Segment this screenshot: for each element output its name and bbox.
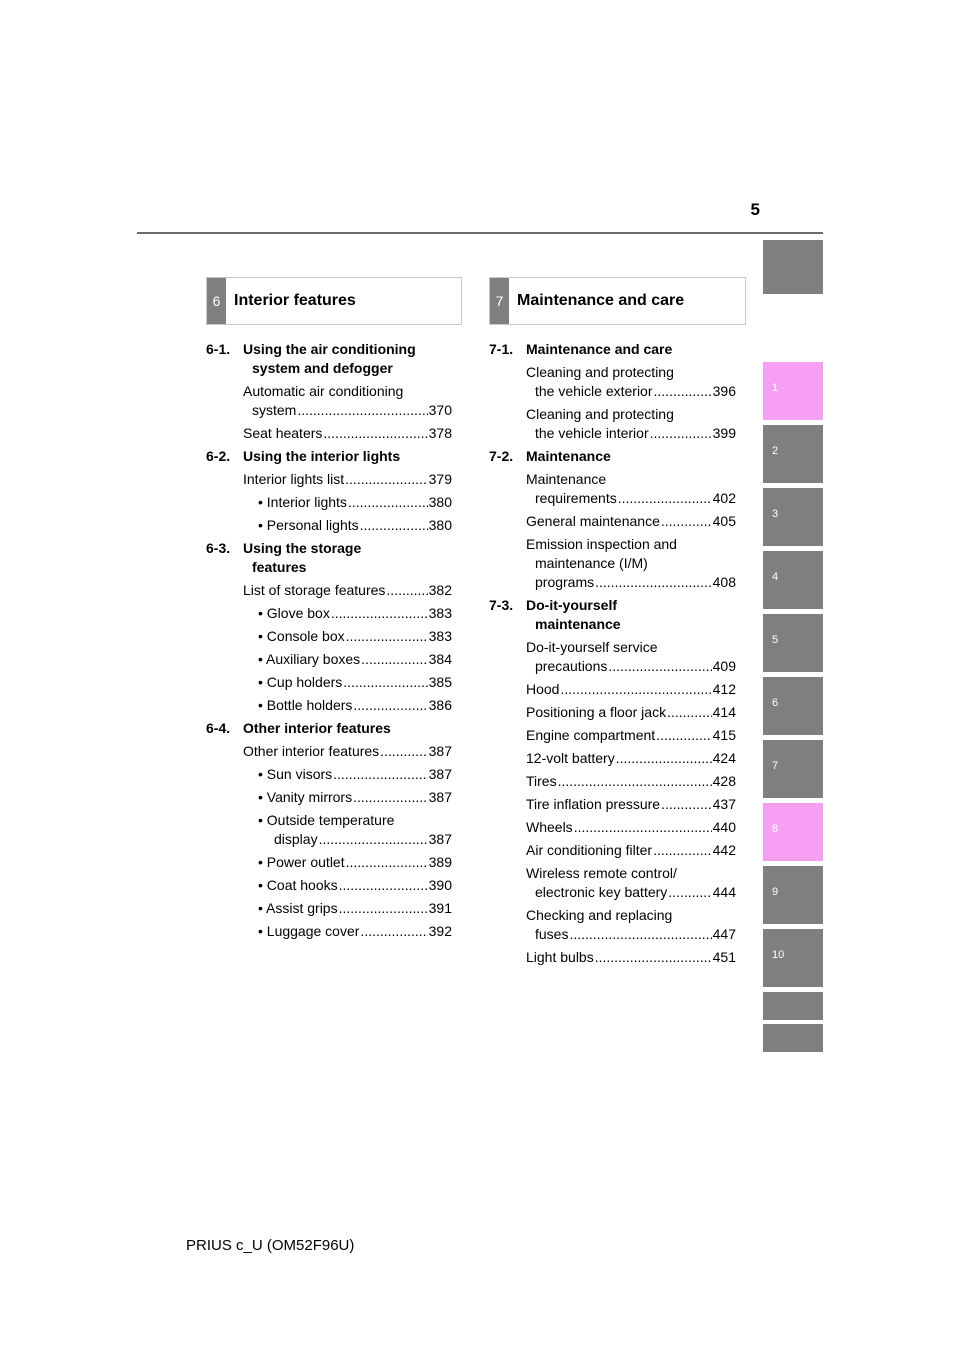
dot-leader bbox=[360, 922, 427, 941]
toc-entry-text: • Luggage cover bbox=[258, 923, 360, 939]
dot-leader bbox=[608, 657, 711, 676]
chapter-title: Other interior features bbox=[243, 720, 391, 736]
page-number: 5 bbox=[750, 200, 760, 219]
toc-entry[interactable] bbox=[206, 922, 452, 941]
chapter-tab-blank[interactable] bbox=[763, 992, 823, 1020]
section-number-box: 6 bbox=[207, 278, 226, 324]
toc-entry[interactable] bbox=[489, 906, 736, 944]
toc-entry[interactable] bbox=[206, 853, 452, 872]
toc-entry[interactable] bbox=[206, 516, 452, 535]
toc-page-number: 409 bbox=[712, 658, 736, 674]
toc-entry[interactable] bbox=[206, 581, 452, 600]
chapter-title: Using the interior lights bbox=[243, 448, 401, 464]
dot-leader bbox=[667, 703, 712, 722]
toc-entry-text: Seat heaters bbox=[243, 425, 323, 441]
toc-entry-text: 12-volt battery bbox=[526, 750, 615, 766]
toc-entry-text: Cleaning and protecting bbox=[526, 406, 674, 422]
dot-leader bbox=[668, 883, 711, 902]
toc-entry-text: the vehicle exterior bbox=[535, 383, 653, 399]
chapter-tab-2[interactable]: 2 bbox=[763, 425, 823, 483]
toc-page-number: 382 bbox=[428, 582, 452, 598]
chapter-title-cont: maintenance bbox=[535, 616, 621, 632]
toc-page-number: 383 bbox=[428, 605, 452, 621]
chapter-title: Maintenance and care bbox=[526, 341, 673, 357]
toc-entry-text: display bbox=[274, 831, 318, 847]
section-header-maintenance bbox=[489, 277, 746, 325]
toc-entry-text: Checking and replacing bbox=[526, 907, 673, 923]
chapter-heading[interactable] bbox=[489, 447, 736, 466]
toc-page-number: 424 bbox=[712, 750, 736, 766]
toc-entry-text: Hood bbox=[526, 681, 560, 697]
toc-entry[interactable] bbox=[206, 742, 452, 761]
toc-entry[interactable] bbox=[206, 424, 452, 443]
dot-leader bbox=[650, 424, 712, 443]
toc-entry-text: Cleaning and protecting bbox=[526, 364, 674, 380]
toc-page-number: 384 bbox=[428, 651, 452, 667]
dot-leader bbox=[323, 424, 427, 443]
chapter-tab-blank[interactable] bbox=[763, 240, 823, 294]
dot-leader bbox=[656, 726, 711, 745]
toc-column-right bbox=[489, 340, 736, 971]
toc-entry-text: • Vanity mirrors bbox=[258, 789, 353, 805]
chapter-tab-5[interactable]: 5 bbox=[763, 614, 823, 672]
toc-page-number: 447 bbox=[712, 926, 736, 942]
toc-page-number: 412 bbox=[712, 681, 736, 697]
toc-entry-text: • Console box bbox=[258, 628, 345, 644]
chapter-number: 6-2. bbox=[206, 448, 231, 464]
toc-entry-text: Light bulbs bbox=[526, 949, 594, 965]
toc-page-number: 391 bbox=[428, 900, 452, 916]
toc-entry-text: General maintenance bbox=[526, 513, 660, 529]
toc-page-number: 396 bbox=[712, 383, 736, 399]
toc-entry-text: Interior lights list bbox=[243, 471, 345, 487]
chapter-tab-6[interactable]: 6 bbox=[763, 677, 823, 735]
chapter-heading[interactable] bbox=[206, 447, 452, 466]
toc-entry-text: Tires bbox=[526, 773, 557, 789]
toc-entry[interactable] bbox=[206, 788, 452, 807]
toc-entry[interactable] bbox=[489, 638, 736, 676]
toc-entry-text: Other interior features bbox=[243, 743, 380, 759]
toc-entry-text: the vehicle interior bbox=[535, 425, 649, 441]
toc-entry-text: List of storage features bbox=[243, 582, 386, 598]
toc-column-left bbox=[206, 340, 452, 945]
toc-entry[interactable] bbox=[489, 841, 736, 860]
toc-page-number: 390 bbox=[428, 877, 452, 893]
chapter-tab-8[interactable]: 8 bbox=[763, 803, 823, 861]
toc-entry[interactable] bbox=[489, 864, 736, 902]
toc-entry[interactable] bbox=[206, 765, 452, 784]
chapter-number: 6-1. bbox=[206, 341, 231, 357]
section-title: Interior features bbox=[234, 292, 356, 309]
footer-model: PRIUS c_U (OM52F96U) bbox=[186, 1237, 355, 1254]
toc-entry-text: • Assist grips bbox=[258, 900, 338, 916]
toc-entry[interactable] bbox=[206, 627, 452, 646]
toc-page-number: 378 bbox=[428, 425, 452, 441]
toc-entry-text: Wireless remote control/ bbox=[526, 865, 677, 881]
toc-page-number: 385 bbox=[428, 674, 452, 690]
toc-entry[interactable] bbox=[206, 382, 452, 420]
toc-entry[interactable] bbox=[489, 680, 736, 699]
dot-leader bbox=[353, 788, 428, 807]
dot-leader bbox=[333, 765, 427, 784]
toc-page-number: 387 bbox=[428, 743, 452, 759]
toc-entry[interactable] bbox=[489, 535, 736, 592]
dot-leader bbox=[343, 673, 427, 692]
toc-entry[interactable] bbox=[489, 363, 736, 401]
toc-page-number: 402 bbox=[712, 490, 736, 506]
toc-entry[interactable] bbox=[489, 772, 736, 791]
toc-page-number: 383 bbox=[428, 628, 452, 644]
toc-entry-text: programs bbox=[535, 574, 595, 590]
toc-entry-text: • Bottle holders bbox=[258, 697, 353, 713]
dot-leader bbox=[574, 818, 712, 837]
toc-entry-text: fuses bbox=[535, 926, 569, 942]
dot-leader bbox=[569, 925, 711, 944]
toc-entry[interactable] bbox=[489, 749, 736, 768]
toc-entry-text: • Glove box bbox=[258, 605, 330, 621]
toc-entry-text: • Coat hooks bbox=[258, 877, 338, 893]
dot-leader bbox=[339, 876, 428, 895]
dot-leader bbox=[654, 382, 712, 401]
toc-entry-text: Maintenance bbox=[526, 471, 607, 487]
dot-leader bbox=[653, 841, 712, 860]
toc-entry-text: Positioning a floor jack bbox=[526, 704, 667, 720]
toc-page-number: 442 bbox=[712, 842, 736, 858]
chapter-tab-10[interactable]: 10 bbox=[763, 929, 823, 987]
toc-entry[interactable] bbox=[206, 604, 452, 623]
toc-page-number: 440 bbox=[712, 819, 736, 835]
toc-entry[interactable] bbox=[489, 795, 736, 814]
dot-leader bbox=[331, 604, 428, 623]
dot-leader bbox=[346, 853, 428, 872]
toc-entry-text: Engine compartment bbox=[526, 727, 656, 743]
dot-leader bbox=[360, 516, 428, 535]
chapter-heading[interactable] bbox=[206, 719, 452, 738]
toc-entry[interactable] bbox=[489, 726, 736, 745]
toc-entry[interactable] bbox=[489, 470, 736, 508]
toc-entry[interactable] bbox=[489, 405, 736, 443]
toc-page-number: 415 bbox=[712, 727, 736, 743]
toc-entry-text: electronic key battery bbox=[535, 884, 668, 900]
toc-entry-text: maintenance (I/M) bbox=[535, 555, 648, 571]
chapter-number: 7-1. bbox=[489, 341, 514, 357]
toc-entry-text: • Cup holders bbox=[258, 674, 343, 690]
chapter-title-cont: system and defogger bbox=[252, 360, 393, 376]
toc-page-number: 444 bbox=[712, 884, 736, 900]
toc-page-number: 370 bbox=[428, 402, 452, 418]
chapter-tab-blank[interactable] bbox=[763, 1024, 823, 1052]
toc-entry-text: Air conditioning filter bbox=[526, 842, 653, 858]
toc-entry-text: • Outside temperature bbox=[258, 812, 395, 828]
dot-leader bbox=[618, 489, 712, 508]
chapter-heading[interactable] bbox=[206, 340, 452, 378]
toc-entry[interactable] bbox=[206, 673, 452, 692]
toc-page-number: 379 bbox=[428, 471, 452, 487]
chapter-number: 7-2. bbox=[489, 448, 514, 464]
dot-leader bbox=[346, 627, 428, 646]
toc-entry-text: Emission inspection and bbox=[526, 536, 677, 552]
toc-page-number: 414 bbox=[712, 704, 736, 720]
dot-leader bbox=[595, 573, 712, 592]
toc-page-number: 437 bbox=[712, 796, 736, 812]
toc-page-number: 399 bbox=[712, 425, 736, 441]
toc-entry-text: Do-it-yourself service bbox=[526, 639, 658, 655]
toc-entry[interactable] bbox=[489, 948, 736, 967]
toc-entry-text: precautions bbox=[535, 658, 608, 674]
toc-entry[interactable] bbox=[489, 512, 736, 531]
toc-entry-text: Automatic air conditioning bbox=[243, 383, 404, 399]
chapter-title: Do-it-yourself bbox=[526, 597, 617, 613]
toc-entry-text: requirements bbox=[535, 490, 617, 506]
toc-entry[interactable] bbox=[206, 650, 452, 669]
chapter-tab-4[interactable]: 4 bbox=[763, 551, 823, 609]
chapter-heading[interactable] bbox=[489, 340, 736, 359]
toc-page-number: 380 bbox=[428, 517, 452, 533]
chapter-number: 6-3. bbox=[206, 540, 231, 556]
toc-entry-text: Tire inflation pressure bbox=[526, 796, 661, 812]
chapter-heading[interactable] bbox=[206, 539, 452, 577]
toc-entry[interactable] bbox=[206, 470, 452, 489]
chapter-tab-7[interactable]: 7 bbox=[763, 740, 823, 798]
toc-page-number: 428 bbox=[712, 773, 736, 789]
toc-page-number: 387 bbox=[428, 766, 452, 782]
chapter-heading[interactable] bbox=[489, 596, 736, 634]
toc-entry-text: system bbox=[252, 402, 297, 418]
chapter-title: Maintenance bbox=[526, 448, 611, 464]
dot-leader bbox=[558, 772, 712, 791]
section-header-interior bbox=[206, 277, 462, 325]
toc-entry-text: Wheels bbox=[526, 819, 573, 835]
dot-leader bbox=[595, 948, 712, 967]
toc-page-number: 386 bbox=[428, 697, 452, 713]
chapter-tab-3[interactable]: 3 bbox=[763, 488, 823, 546]
chapter-title: Using the storage bbox=[243, 540, 362, 556]
toc-page-number: 389 bbox=[428, 854, 452, 870]
toc-page-number: 408 bbox=[712, 574, 736, 590]
toc-entry[interactable] bbox=[206, 811, 452, 849]
chapter-tab-9[interactable]: 9 bbox=[763, 866, 823, 924]
section-title: Maintenance and care bbox=[517, 292, 685, 309]
dot-leader bbox=[319, 830, 428, 849]
toc-page-number: 451 bbox=[712, 949, 736, 965]
chapter-tab-1[interactable]: 1 bbox=[763, 362, 823, 420]
toc-page-number: 392 bbox=[428, 923, 452, 939]
toc-page-number: 387 bbox=[428, 789, 452, 805]
toc-entry-text: • Personal lights bbox=[258, 517, 359, 533]
toc-entry[interactable] bbox=[206, 493, 452, 512]
toc-entry-text: • Power outlet bbox=[258, 854, 345, 870]
chapter-number: 7-3. bbox=[489, 597, 514, 613]
dot-leader bbox=[297, 401, 427, 420]
dot-leader bbox=[616, 749, 712, 768]
chapter-number: 6-4. bbox=[206, 720, 231, 736]
toc-page-number: 387 bbox=[428, 831, 452, 847]
dot-leader bbox=[361, 650, 427, 669]
header-rule bbox=[137, 232, 823, 234]
dot-leader bbox=[353, 696, 427, 715]
toc-entry-text: • Interior lights bbox=[258, 494, 347, 510]
toc-page-number: 380 bbox=[428, 494, 452, 510]
chapter-title: Using the air conditioning bbox=[243, 341, 416, 357]
toc-page-number: 405 bbox=[712, 513, 736, 529]
dot-leader bbox=[339, 899, 428, 918]
dot-leader bbox=[560, 680, 711, 699]
toc-entry[interactable] bbox=[206, 696, 452, 715]
toc-entry[interactable] bbox=[206, 876, 452, 895]
toc-entry[interactable] bbox=[206, 899, 452, 918]
toc-entry-text: • Sun visors bbox=[258, 766, 333, 782]
toc-entry[interactable] bbox=[489, 703, 736, 722]
chapter-title-cont: features bbox=[252, 559, 307, 575]
dot-leader bbox=[661, 795, 712, 814]
toc-entry-text: • Auxiliary boxes bbox=[258, 651, 361, 667]
dot-leader bbox=[386, 581, 427, 600]
dot-leader bbox=[348, 493, 428, 512]
dot-leader bbox=[345, 470, 427, 489]
dot-leader bbox=[380, 742, 427, 761]
section-number-box: 7 bbox=[490, 278, 509, 324]
toc-entry[interactable] bbox=[489, 818, 736, 837]
dot-leader bbox=[661, 512, 712, 531]
